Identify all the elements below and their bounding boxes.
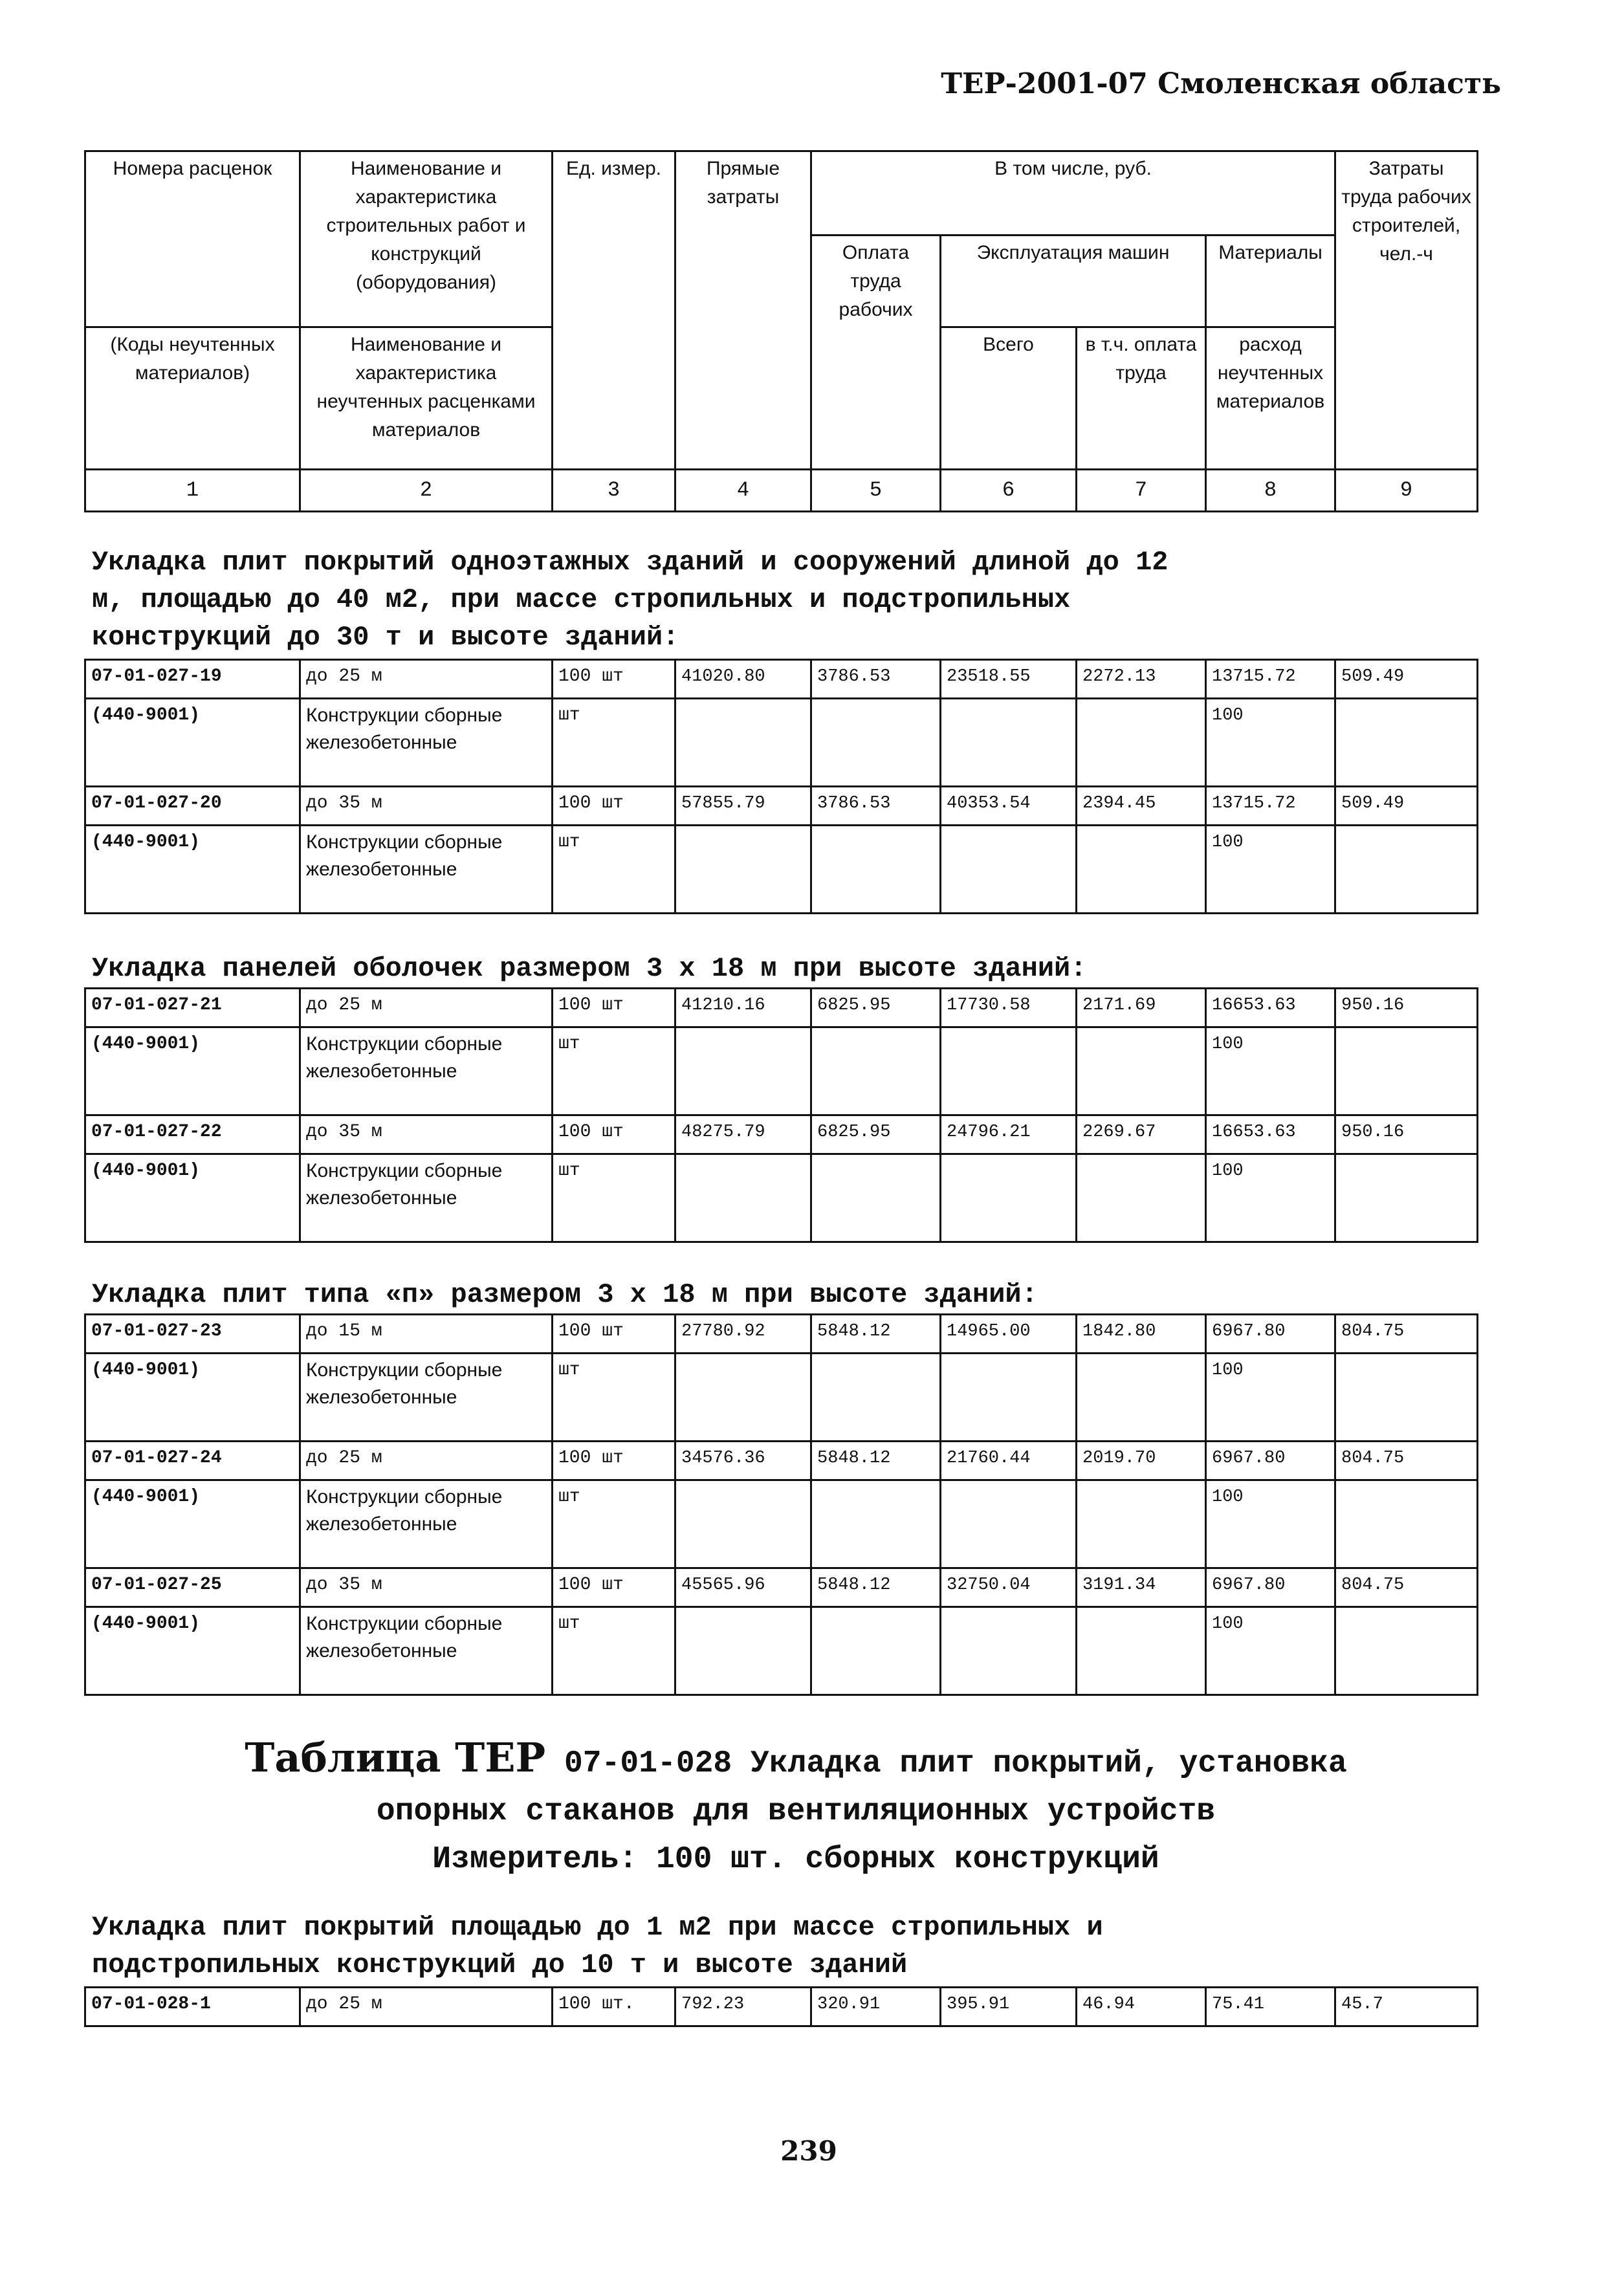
cell-unit: шт [553, 826, 675, 914]
cell-materials-cost: 6967.80 [1206, 1315, 1335, 1354]
cell-materials-cost: 13715.72 [1206, 660, 1335, 699]
col-7-header: в т.ч. оплата труда [1077, 327, 1206, 470]
cell-labor-hours: 950.16 [1335, 989, 1478, 1027]
cell-machine-labor [1077, 1027, 1206, 1115]
cell-machine-labor [1077, 699, 1206, 787]
cell-rate-code: (440-9001) [85, 1027, 300, 1115]
material-row [85, 699, 1478, 787]
cell-direct-cost: 41210.16 [675, 989, 811, 1027]
cell-labor-cost: 5848.12 [811, 1442, 941, 1480]
col-3-header: Ед. измер. [553, 151, 675, 470]
cell-labor-hours [1335, 1154, 1478, 1242]
cell-work-name: до 25 м [300, 989, 553, 1027]
col-1-subheader: (Коды неучтенных материалов) [85, 327, 300, 470]
cell-unit: шт [553, 1027, 675, 1115]
cell-work-name: до 25 м [300, 1988, 553, 2026]
col-8-header-a: Материалы [1206, 236, 1335, 327]
cell-materials-cost: 100 [1206, 826, 1335, 914]
cell-materials-cost: 75.41 [1206, 1988, 1335, 2026]
col-number: 7 [1077, 470, 1206, 512]
cell-rate-code: 07-01-027-22 [85, 1115, 300, 1154]
cell-unit: 100 шт [553, 1442, 675, 1480]
cell-labor-hours: 804.75 [1335, 1442, 1478, 1480]
cell-machine-total [941, 1027, 1077, 1115]
rate-row [85, 1315, 1478, 1354]
cell-labor-cost: 3786.53 [811, 660, 941, 699]
cell-rate-code: (440-9001) [85, 699, 300, 787]
cell-rate-code: (440-9001) [85, 1607, 300, 1695]
cell-direct-cost [675, 699, 811, 787]
section-title: Укладка панелей оболочек размером 3 х 18 м при высоте зданий: [92, 953, 1087, 984]
col-number: 6 [941, 470, 1077, 512]
cell-labor-hours [1335, 1480, 1478, 1568]
section-title: Укладка плит покрытий площадью до 1 м2 при массе стропильных и подстропильных конструкций до 10 т и высоте зданий [92, 1912, 1103, 1980]
cell-machine-labor: 2171.69 [1077, 989, 1206, 1027]
cell-direct-cost [675, 1480, 811, 1568]
cell-machine-labor [1077, 1607, 1206, 1695]
cell-materials-cost: 100 [1206, 699, 1335, 787]
cell-rate-code: (440-9001) [85, 1354, 300, 1442]
cell-unit: 100 шт [553, 1568, 675, 1607]
cell-direct-cost: 41020.80 [675, 660, 811, 699]
cell-work-name: Конструкции сборные железобетонные [300, 1154, 553, 1242]
machines-header: Эксплуатация машин [941, 236, 1206, 327]
cell-machine-total: 40353.54 [941, 787, 1077, 826]
rate-row [85, 1115, 1478, 1154]
col-number: 3 [553, 470, 675, 512]
cell-rate-code: 07-01-027-19 [85, 660, 300, 699]
cell-machine-labor: 2269.67 [1077, 1115, 1206, 1154]
col-5-header: Оплата труда рабочих [811, 236, 941, 470]
cell-machine-labor [1077, 1354, 1206, 1442]
cell-labor-cost [811, 1607, 941, 1695]
cell-work-name: Конструкции сборные железобетонные [300, 699, 553, 787]
cell-labor-cost: 6825.95 [811, 1115, 941, 1154]
cell-materials-cost: 16653.63 [1206, 1115, 1335, 1154]
cell-work-name: до 25 м [300, 660, 553, 699]
cell-labor-hours: 509.49 [1335, 787, 1478, 826]
col-2-header: Наименование и характеристика строительных работ и конструкций (оборудования) [300, 151, 553, 327]
cell-machine-total [941, 1607, 1077, 1695]
col-number: 5 [811, 470, 941, 512]
cell-machine-total: 24796.21 [941, 1115, 1077, 1154]
cell-work-name: Конструкции сборные железобетонные [300, 1607, 553, 1695]
cell-direct-cost: 48275.79 [675, 1115, 811, 1154]
material-row [85, 1027, 1478, 1115]
cell-work-name: Конструкции сборные железобетонные [300, 1027, 553, 1115]
cell-labor-hours [1335, 1354, 1478, 1442]
cell-work-name: до 35 м [300, 1115, 553, 1154]
cell-machine-total: 395.91 [941, 1988, 1077, 2026]
cell-work-name: до 35 м [300, 787, 553, 826]
col-number: 9 [1335, 470, 1478, 512]
material-row [85, 826, 1478, 914]
section-title: Укладка плит покрытий одноэтажных зданий и сооружений длиной до 12 м, площадью до 40 м2, при массе стропильных и подстропильных конструкций до 30 т и высоте зданий: [92, 547, 1169, 653]
col-9-header: Затраты труда рабочих строителей, чел.-ч [1335, 151, 1478, 470]
cell-unit: шт [553, 699, 675, 787]
cell-materials-cost: 100 [1206, 1154, 1335, 1242]
cell-rate-code: 07-01-027-21 [85, 989, 300, 1027]
cell-labor-hours: 804.75 [1335, 1568, 1478, 1607]
cell-labor-cost: 3786.53 [811, 787, 941, 826]
cell-work-name: Конструкции сборные железобетонные [300, 1480, 553, 1568]
cell-machine-total: 32750.04 [941, 1568, 1077, 1607]
cell-machine-total [941, 1154, 1077, 1242]
cell-machine-labor [1077, 1154, 1206, 1242]
cell-unit: 100 шт [553, 1115, 675, 1154]
cell-materials-cost: 16653.63 [1206, 989, 1335, 1027]
cell-machine-total [941, 1354, 1077, 1442]
col-number: 4 [675, 470, 811, 512]
cell-labor-cost [811, 699, 941, 787]
cell-machine-labor: 1842.80 [1077, 1315, 1206, 1354]
cell-direct-cost [675, 1154, 811, 1242]
cell-labor-cost: 320.91 [811, 1988, 941, 2026]
rate-row [85, 1568, 1478, 1607]
table-title-prefix: Таблица ТЕР [245, 1734, 546, 1781]
section-title: Укладка плит типа «п» размером 3 х 18 м при высоте зданий: [92, 1279, 1038, 1310]
page-number: 239 [780, 2135, 837, 2167]
cell-labor-cost: 5848.12 [811, 1568, 941, 1607]
cell-materials-cost: 100 [1206, 1027, 1335, 1115]
cell-labor-hours: 804.75 [1335, 1315, 1478, 1354]
cell-work-name: до 15 м [300, 1315, 553, 1354]
cell-materials-cost: 6967.80 [1206, 1568, 1335, 1607]
cell-unit: шт [553, 1354, 675, 1442]
cell-machine-labor: 2272.13 [1077, 660, 1206, 699]
cell-direct-cost [675, 826, 811, 914]
col-number: 8 [1206, 470, 1335, 512]
cell-unit: 100 шт. [553, 1988, 675, 2026]
cell-unit: 100 шт [553, 660, 675, 699]
cell-rate-code: 07-01-027-23 [85, 1315, 300, 1354]
cell-direct-cost: 792.23 [675, 1988, 811, 2026]
cell-machine-total [941, 826, 1077, 914]
cell-unit: шт [553, 1154, 675, 1242]
cell-rate-code: 07-01-027-24 [85, 1442, 300, 1480]
cell-direct-cost [675, 1027, 811, 1115]
rate-row [85, 787, 1478, 826]
cell-labor-cost [811, 1480, 941, 1568]
col-1-header: Номера расценок [85, 151, 300, 327]
col-8-header-b: расход неучтенных материалов [1206, 327, 1335, 470]
cell-machine-labor: 46.94 [1077, 1988, 1206, 2026]
cell-labor-cost [811, 1027, 941, 1115]
cell-machine-total: 23518.55 [941, 660, 1077, 699]
cell-work-name: Конструкции сборные железобетонные [300, 826, 553, 914]
col-number: 1 [85, 470, 300, 512]
cell-machine-total: 14965.00 [941, 1315, 1077, 1354]
table-title: Таблица ТЕР 07-01-028 Укладка плит покрытий, установка опорных стаканов для вентиляционных устройств Измеритель: 100 шт. сборных конструкций [245, 1734, 1347, 1877]
cell-machine-total [941, 699, 1077, 787]
inclusive-header: В том числе, руб. [811, 151, 1335, 236]
section-table [84, 1986, 1478, 2027]
column-header-table [84, 150, 1478, 512]
cell-unit: 100 шт [553, 989, 675, 1027]
cell-materials-cost: 100 [1206, 1480, 1335, 1568]
cell-labor-cost [811, 826, 941, 914]
rate-row [85, 660, 1478, 699]
cell-rate-code: (440-9001) [85, 1480, 300, 1568]
cell-labor-cost [811, 1354, 941, 1442]
cell-machine-labor: 2394.45 [1077, 787, 1206, 826]
cell-unit: 100 шт [553, 787, 675, 826]
cell-unit: 100 шт [553, 1315, 675, 1354]
cell-materials-cost: 6967.80 [1206, 1442, 1335, 1480]
cell-work-name: Конструкции сборные железобетонные [300, 1354, 553, 1442]
cell-machine-total: 17730.58 [941, 989, 1077, 1027]
cell-labor-hours: 45.7 [1335, 1988, 1478, 2026]
cell-labor-hours: 509.49 [1335, 660, 1478, 699]
cell-labor-hours: 950.16 [1335, 1115, 1478, 1154]
cell-unit: шт [553, 1480, 675, 1568]
cell-machine-total [941, 1480, 1077, 1568]
rate-row [85, 1442, 1478, 1480]
cell-direct-cost: 27780.92 [675, 1315, 811, 1354]
cell-labor-hours [1335, 826, 1478, 914]
cell-unit: шт [553, 1607, 675, 1695]
cell-work-name: до 25 м [300, 1442, 553, 1480]
material-row [85, 1354, 1478, 1442]
cell-machine-labor [1077, 1480, 1206, 1568]
col-6-header: Всего [941, 327, 1077, 470]
col-number: 2 [300, 470, 553, 512]
cell-materials-cost: 13715.72 [1206, 787, 1335, 826]
cell-materials-cost: 100 [1206, 1354, 1335, 1442]
section-table [84, 1313, 1478, 1696]
cell-rate-code: 07-01-027-25 [85, 1568, 300, 1607]
col-2-subheader: Наименование и характеристика неучтенных расценками материалов [300, 327, 553, 470]
col-4-header: Прямые затраты [675, 151, 811, 470]
material-row [85, 1607, 1478, 1695]
material-row [85, 1154, 1478, 1242]
cell-work-name: до 35 м [300, 1568, 553, 1607]
cell-labor-cost: 6825.95 [811, 989, 941, 1027]
cell-machine-labor [1077, 826, 1206, 914]
cell-labor-hours [1335, 1607, 1478, 1695]
rate-row [85, 989, 1478, 1027]
section-table [84, 659, 1478, 914]
cell-rate-code: 07-01-027-20 [85, 787, 300, 826]
cell-rate-code: 07-01-028-1 [85, 1988, 300, 2026]
cell-labor-cost: 5848.12 [811, 1315, 941, 1354]
cell-direct-cost: 34576.36 [675, 1442, 811, 1480]
cell-direct-cost [675, 1354, 811, 1442]
cell-direct-cost: 45565.96 [675, 1568, 811, 1607]
cell-labor-hours [1335, 699, 1478, 787]
page-header: ТЕР-2001-07 Смоленская область [941, 67, 1501, 100]
cell-labor-cost [811, 1154, 941, 1242]
cell-materials-cost: 100 [1206, 1607, 1335, 1695]
section-table [84, 987, 1478, 1243]
cell-rate-code: (440-9001) [85, 826, 300, 914]
cell-machine-labor: 2019.70 [1077, 1442, 1206, 1480]
cell-labor-hours [1335, 1027, 1478, 1115]
cell-machine-total: 21760.44 [941, 1442, 1077, 1480]
cell-machine-labor: 3191.34 [1077, 1568, 1206, 1607]
rate-row [85, 1988, 1478, 2026]
cell-direct-cost [675, 1607, 811, 1695]
cell-direct-cost: 57855.79 [675, 787, 811, 826]
cell-rate-code: (440-9001) [85, 1154, 300, 1242]
material-row [85, 1480, 1478, 1568]
